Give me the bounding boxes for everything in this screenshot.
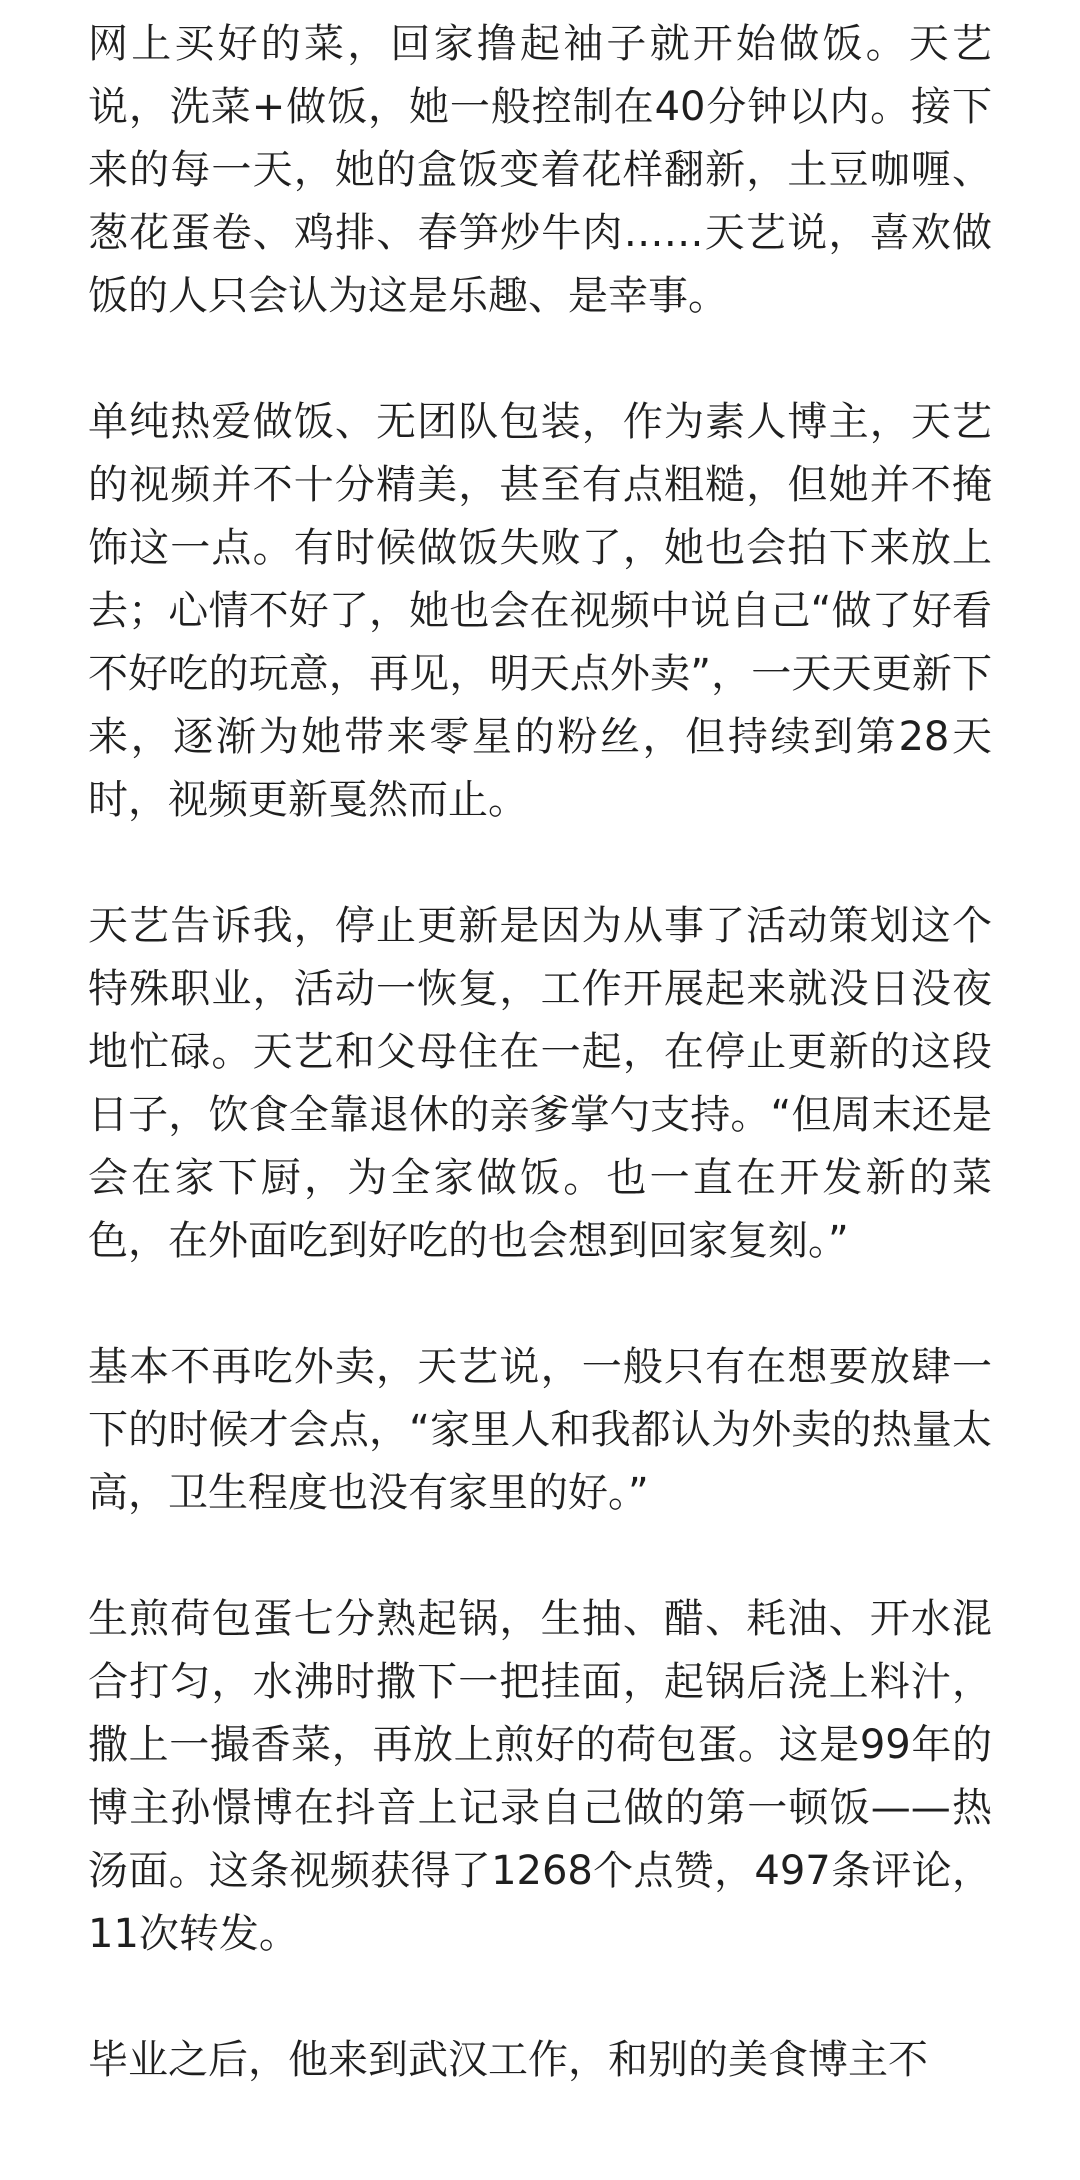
paragraph-5: 生煎荷包蛋七分熟起锅，生抽、醋、耗油、开水混合打匀，水沸时撒下一把挂面，起锅后浇上料汁，撒上一撮香菜，再放上煎好的荷包蛋。这是99年的博主孙憬博在抖音上记录自己做的第一顿饭——热汤面。这条视频获得了1268个点赞，497条评论，11次转发。 (88, 1596, 992, 1957)
paragraph-1: 网上买好的菜，回家撸起袖子就开始做饭。天艺说，洗菜+做饭，她一般控制在40分钟以内。接下来的每一天，她的盒饭变着花样翻新，土豆咖喱、葱花蛋卷、鸡排、春笋炒牛肉……天艺说，喜欢做饭的人只会认为这是乐趣、是幸事。 (88, 21, 992, 319)
paragraph-2: 单纯热爱做饭、无团队包装，作为素人博主，天艺的视频并不十分精美，甚至有点粗糙，但她并不掩饰这一点。有时候做饭失败了，她也会拍下来放上去；心情不好了，她也会在视频中说自己“做了好看不好吃的玩意，再见，明天点外卖”，一天天更新下来，逐渐为她带来零星的粉丝，但持续到第28天时，视频更新戛然而止。 (88, 399, 992, 823)
paragraph-4: 基本不再吃外卖，天艺说，一般只有在想要放肆一下的时候才会点，“家里人和我都认为外卖的热量太高，卫生程度也没有家里的好。” (88, 1344, 992, 1516)
article-body (0, 13, 1080, 2180)
paragraph-3: 天艺告诉我，停止更新是因为从事了活动策划这个特殊职业，活动一恢复，工作开展起来就没日没夜地忙碌。天艺和父母住在一起，在停止更新的这段日子，饮食全靠退休的亲爹掌勺支持。“但周末还是会在家下厨，为全家做饭。也一直在开发新的菜色，在外面吃到好吃的也会想到回家复刻。” (88, 903, 992, 1264)
paragraph-6: 毕业之后，他来到武汉工作，和别的美食博主不 (88, 2037, 928, 2083)
